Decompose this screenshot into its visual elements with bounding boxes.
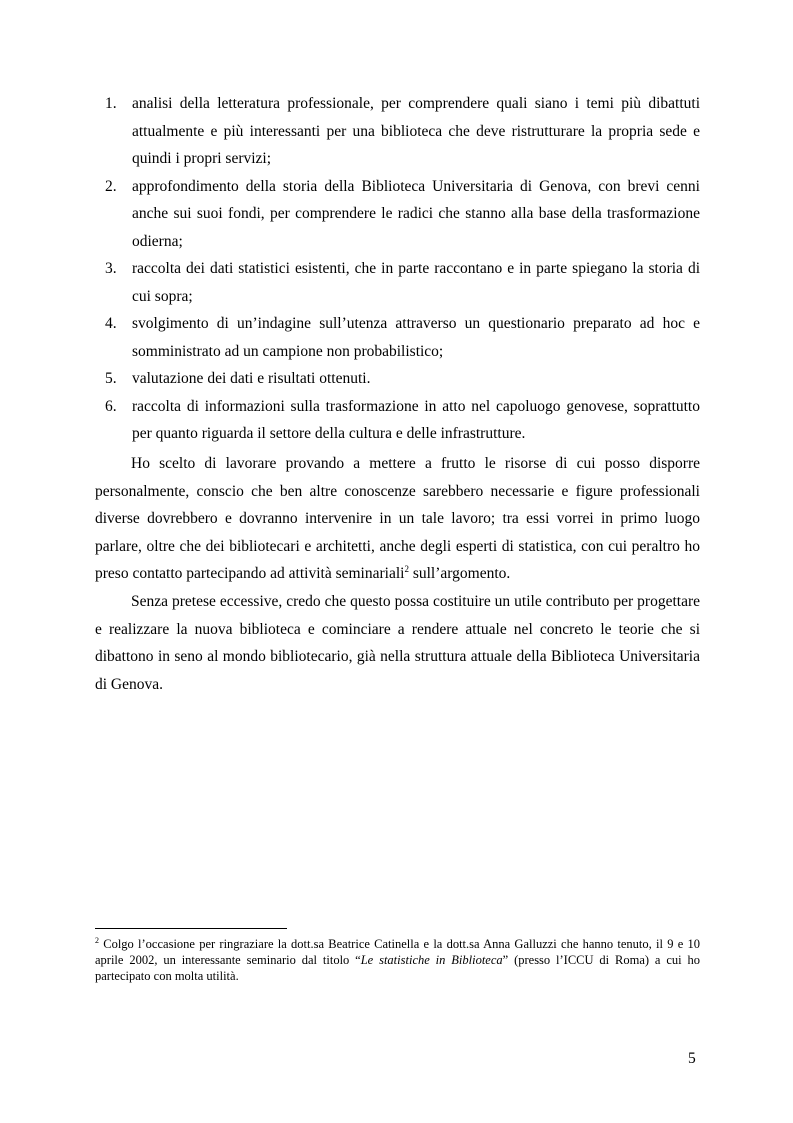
list-item-number: 2. xyxy=(105,177,117,195)
list-item-text: raccolta di informazioni sulla trasformazione in atto nel capoluogo genovese, soprattutto per quanto riguarda il settore della cultura e delle infrastrutture. xyxy=(132,397,700,442)
list-item-text: valutazione dei dati e risultati ottenuti. xyxy=(132,370,371,387)
list-item xyxy=(95,393,700,448)
body-paragraph: Senza pretese eccessive, credo che questo possa costituire un utile contributo per progettare e realizzare la nuova biblioteca e cominciare a rendere attuale nel concreto le teorie che si dibattono in seno al mondo bibliotecario, già nella struttura attuale della Biblioteca Universitaria di Genova. xyxy=(95,593,700,693)
footnote-mark: 2 xyxy=(95,935,99,945)
list-item-number: 1. xyxy=(105,95,117,112)
footnote-text: Colgo l’occasione per ringraziare la dott.sa Beatrice Catinella e la dott.sa Anna Galluzzi che hanno tenuto, il 9 e 10 aprile 2002, un interessante seminario dal titolo “ xyxy=(95,937,700,967)
paragraph-text: Ho scelto di lavorare provando a mettere a frutto le risorse di cui posso disporre personalmente, conscio che ben altre conoscenze sarebbero necessarie e figure professionali diverse dovrebbero e dovranno intervenire in un tale lavoro; tra essi vorrei in primo luogo parlare, oltre che dei bibliotecari e architetti, anche degli esperti di statistica, con cui peraltro ho preso contatto partecipando ad attività seminariali xyxy=(95,455,700,582)
list-item-number: 6. xyxy=(105,397,117,415)
body-paragraph xyxy=(95,450,700,588)
page-number: 5 xyxy=(688,1050,696,1067)
list-item-text: approfondimento della storia della Biblioteca Universitaria di Genova, con brevi cenni anche sui suoi fondi, per comprendere le radici che stanno alla base della trasformazione odierna; xyxy=(132,177,700,250)
footnote-title: Le statistiche in Biblioteca xyxy=(360,953,503,967)
list-item-text: raccolta dei dati statistici esistenti, che in parte raccontano e in parte spiegano la storia di cui sopra; xyxy=(132,260,700,305)
list-item xyxy=(95,365,700,393)
numbered-list xyxy=(95,90,700,448)
footnote xyxy=(95,936,700,984)
footnote-separator xyxy=(95,928,287,929)
list-item-number: 5. xyxy=(105,370,117,387)
list-item-number: 4. xyxy=(105,315,117,332)
footnote-text: ” (presso l’ICCU di Roma) a cui ho partecipato con molta utilità. xyxy=(95,953,700,983)
list-item-text: analisi della letteratura professionale, per comprendere quali siano i temi più dibattuti attualmente e più interessanti per una biblioteca che deve ristrutturare la propria sede e quindi i propri servizi; xyxy=(132,95,700,167)
list-item-number: 3. xyxy=(105,260,117,277)
paragraph-text: sull’argomento. xyxy=(408,565,511,582)
list-item xyxy=(95,90,700,173)
footnote-reference[interactable]: 2 xyxy=(404,563,409,574)
list-item xyxy=(95,255,700,310)
list-item-text: svolgimento di un’indagine sull’utenza attraverso un questionario preparato ad hoc e somministrato ad un campione non probabilistico; xyxy=(132,315,700,360)
list-item xyxy=(95,173,700,256)
list-item xyxy=(95,310,700,365)
